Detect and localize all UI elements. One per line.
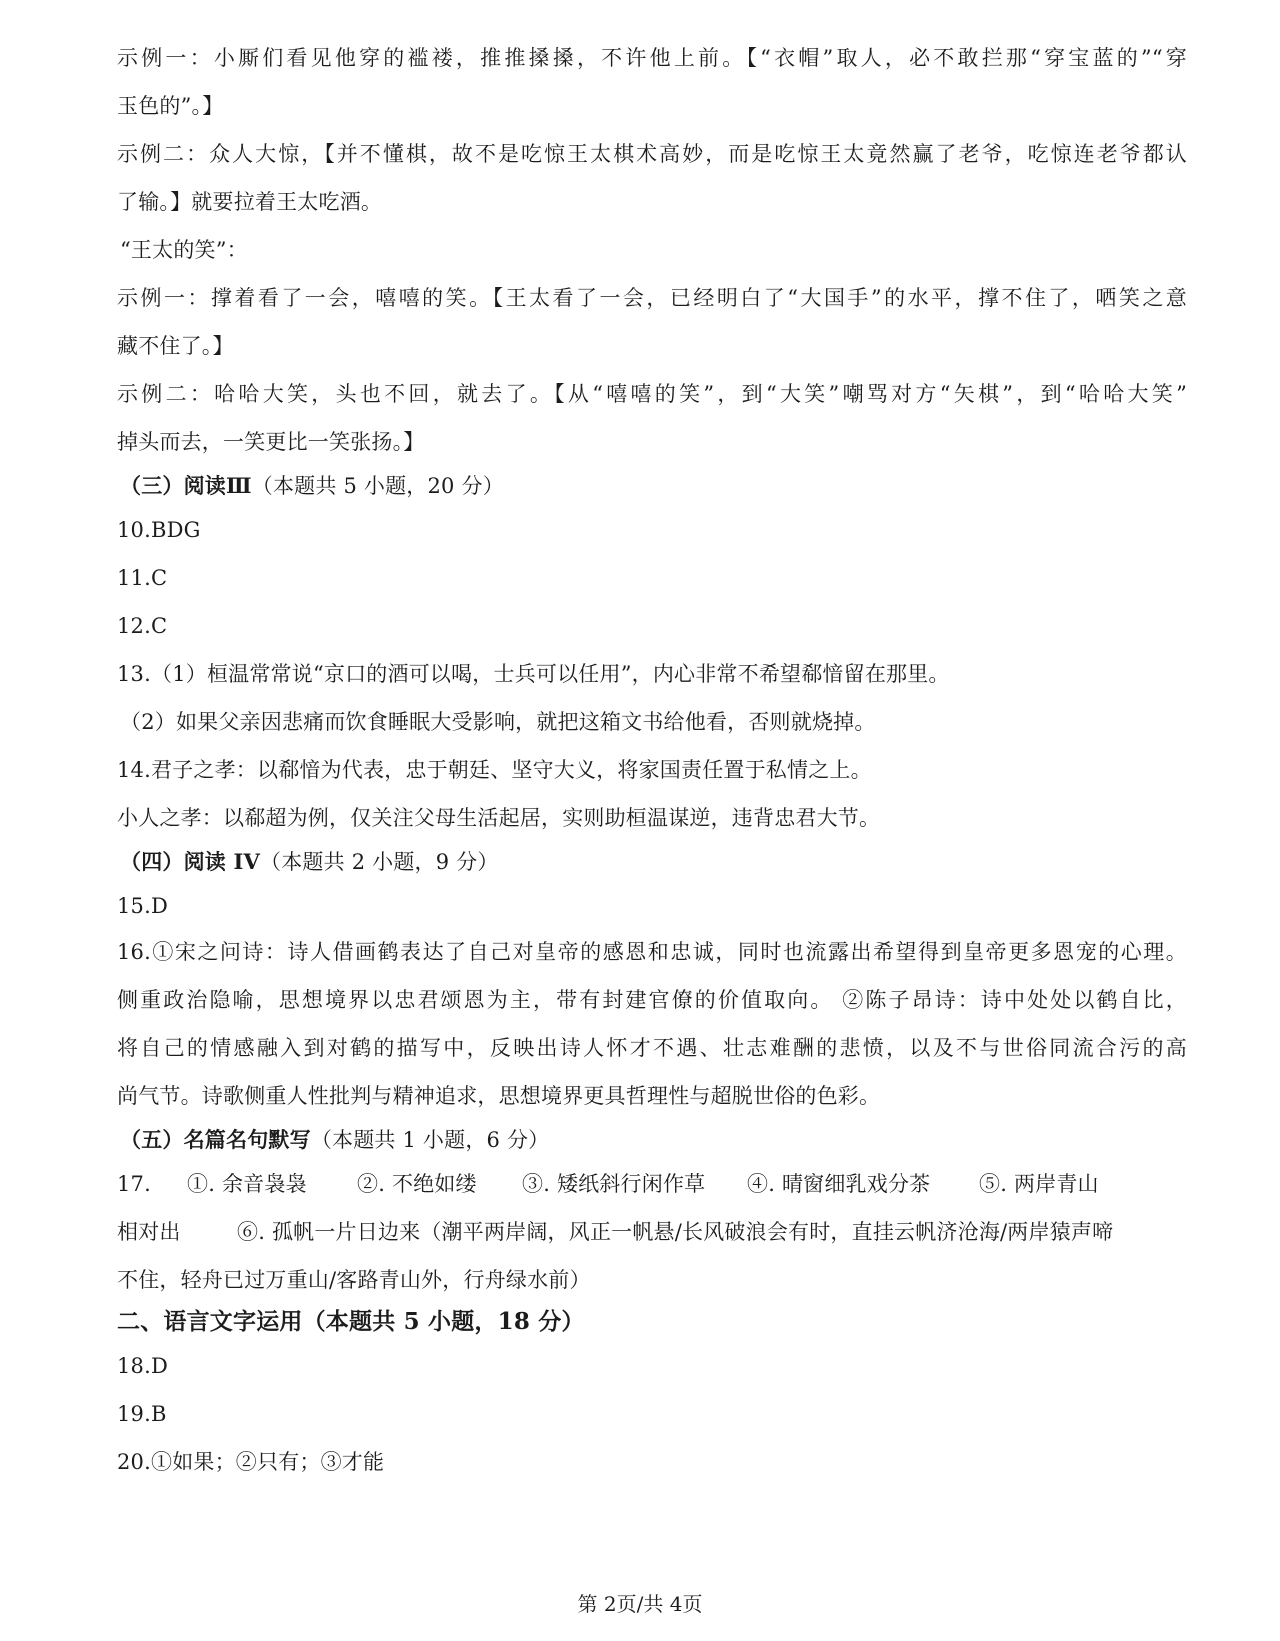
example-line: 玉色的”。】	[117, 94, 224, 118]
answer-line: 尚气节。诗歌侧重人性批判与精神追求，思想境界更具哲理性与超脱世俗的色彩。	[117, 1084, 881, 1108]
answer-blank: ①. 余音袅袅	[187, 1172, 307, 1196]
answer-line: 14.君子之孝：以郗愔为代表，忠于朝廷、坚守大义，将家国责任置于私情之上。	[117, 758, 872, 782]
answer-blank: 相对出	[117, 1220, 181, 1244]
answer-line: 12.C	[117, 614, 168, 638]
answer-line: （2）如果父亲因悲痛而饮食睡眠大受影响，就把这箱文书给他看，否则就烧掉。	[120, 710, 876, 734]
answer-blank: ③. 矮纸斜行闲作草	[522, 1172, 706, 1196]
section-heading-reading-3	[120, 471, 1190, 501]
answer-line: 11.C	[117, 566, 168, 590]
answer-line: 18.D	[117, 1354, 169, 1378]
answer-line: 小人之孝：以郗超为例，仅关注父母生活起居，实则助桓温谋逆，违背忠君大节。	[117, 806, 881, 830]
example-line: 示例二：哈哈大笑，头也不回，就去了。【从“嘻嘻的笑”，到“大笑”嘲骂对方“矢棋”，到“哈哈大笑”	[117, 382, 1187, 406]
answer-line: 将自己的情感融入到对鹤的描写中，反映出诗人怀才不遇、壮志难酬的悲愤，以及不与世俗同流合污的高	[117, 1036, 1187, 1060]
section-meta: （本题共 2 小题，9 分）	[260, 850, 499, 874]
example-line: 示例一：小厮们看见他穿的褴褛，推推搡搡，不许他上前。【“衣帽”取人，必不敢拦那“穿宝蓝的”“穿	[117, 46, 1187, 70]
section-title: （三）阅读Ⅲ	[120, 473, 252, 498]
section-heading-reading-4	[120, 847, 1190, 877]
answer-blank: ⑥. 孤帆一片日边来（潮平两岸阔，风正一帆悬/长风破浪会有时，直挂云帆济沧海/两岸猿声啼	[237, 1220, 1114, 1244]
example-line: 藏不住了。】	[117, 334, 234, 358]
answer-line-17-cont	[117, 1217, 1187, 1247]
answer-blank: ④. 晴窗细乳戏分茶	[747, 1172, 931, 1196]
example-line: 了输。】就要拉着王太吃酒。	[117, 190, 383, 214]
answer-line-17	[117, 1169, 1187, 1199]
section-meta: （本题共 1 小题，6 分）	[310, 1128, 550, 1152]
answer-blank: ⑤. 两岸青山	[979, 1172, 1099, 1196]
answer-line: 19.B	[117, 1402, 167, 1426]
example-line: 示例二：众人大惊，【并不懂棋，故不是吃惊王太棋术高妙，而是吃惊王太竟然赢了老爷，吃惊连老爷都认	[117, 142, 1187, 166]
example-line: 掉头而去，一笑更比一笑张扬。】	[117, 430, 425, 454]
part-heading-language-use: 二、语言文字运用（本题共 5 小题，18 分）	[117, 1308, 585, 1335]
section-meta: （本题共 5 小题，20 分）	[251, 474, 504, 498]
answer-line: 10.BDG	[117, 518, 201, 542]
answer-line: 15.D	[117, 894, 169, 918]
section-title: （五）名篇名句默写	[120, 1127, 311, 1152]
answer-line: 侧重政治隐喻，思想境界以忠君颂恩为主，带有封建官僚的价值取向。 ②陈子昂诗：诗中处处以鹤自比，	[117, 988, 1187, 1012]
answer-line: 16.①宋之问诗：诗人借画鹤表达了自己对皇帝的感恩和忠诚，同时也流露出希望得到皇帝更多恩宠的心理。	[117, 940, 1187, 964]
answer-line: 13.（1）桓温常常说“京口的酒可以喝，士兵可以任用”，内心非常不希望郗愔留在那里。	[117, 662, 950, 686]
answer-line: 不住，轻舟已过万重山/客路青山外，行舟绿水前）	[117, 1268, 591, 1292]
example-line: 示例一：撑着看了一会，嘻嘻的笑。【王太看了一会，已经明白了“大国手”的水平，撑不住了，哂笑之意	[117, 286, 1187, 310]
answer-blank: ②. 不绝如缕	[357, 1172, 477, 1196]
answer-line: 20.①如果；②只有；③才能	[117, 1450, 385, 1474]
section-title: （四）阅读 IV	[120, 849, 261, 874]
subheading-wang-tai-laugh: “王太的笑”：	[120, 238, 248, 262]
question-number: 17.	[117, 1172, 151, 1196]
page-number-footer: 第 2页/共 4页	[577, 1592, 703, 1616]
section-heading-recitation	[120, 1125, 1190, 1155]
